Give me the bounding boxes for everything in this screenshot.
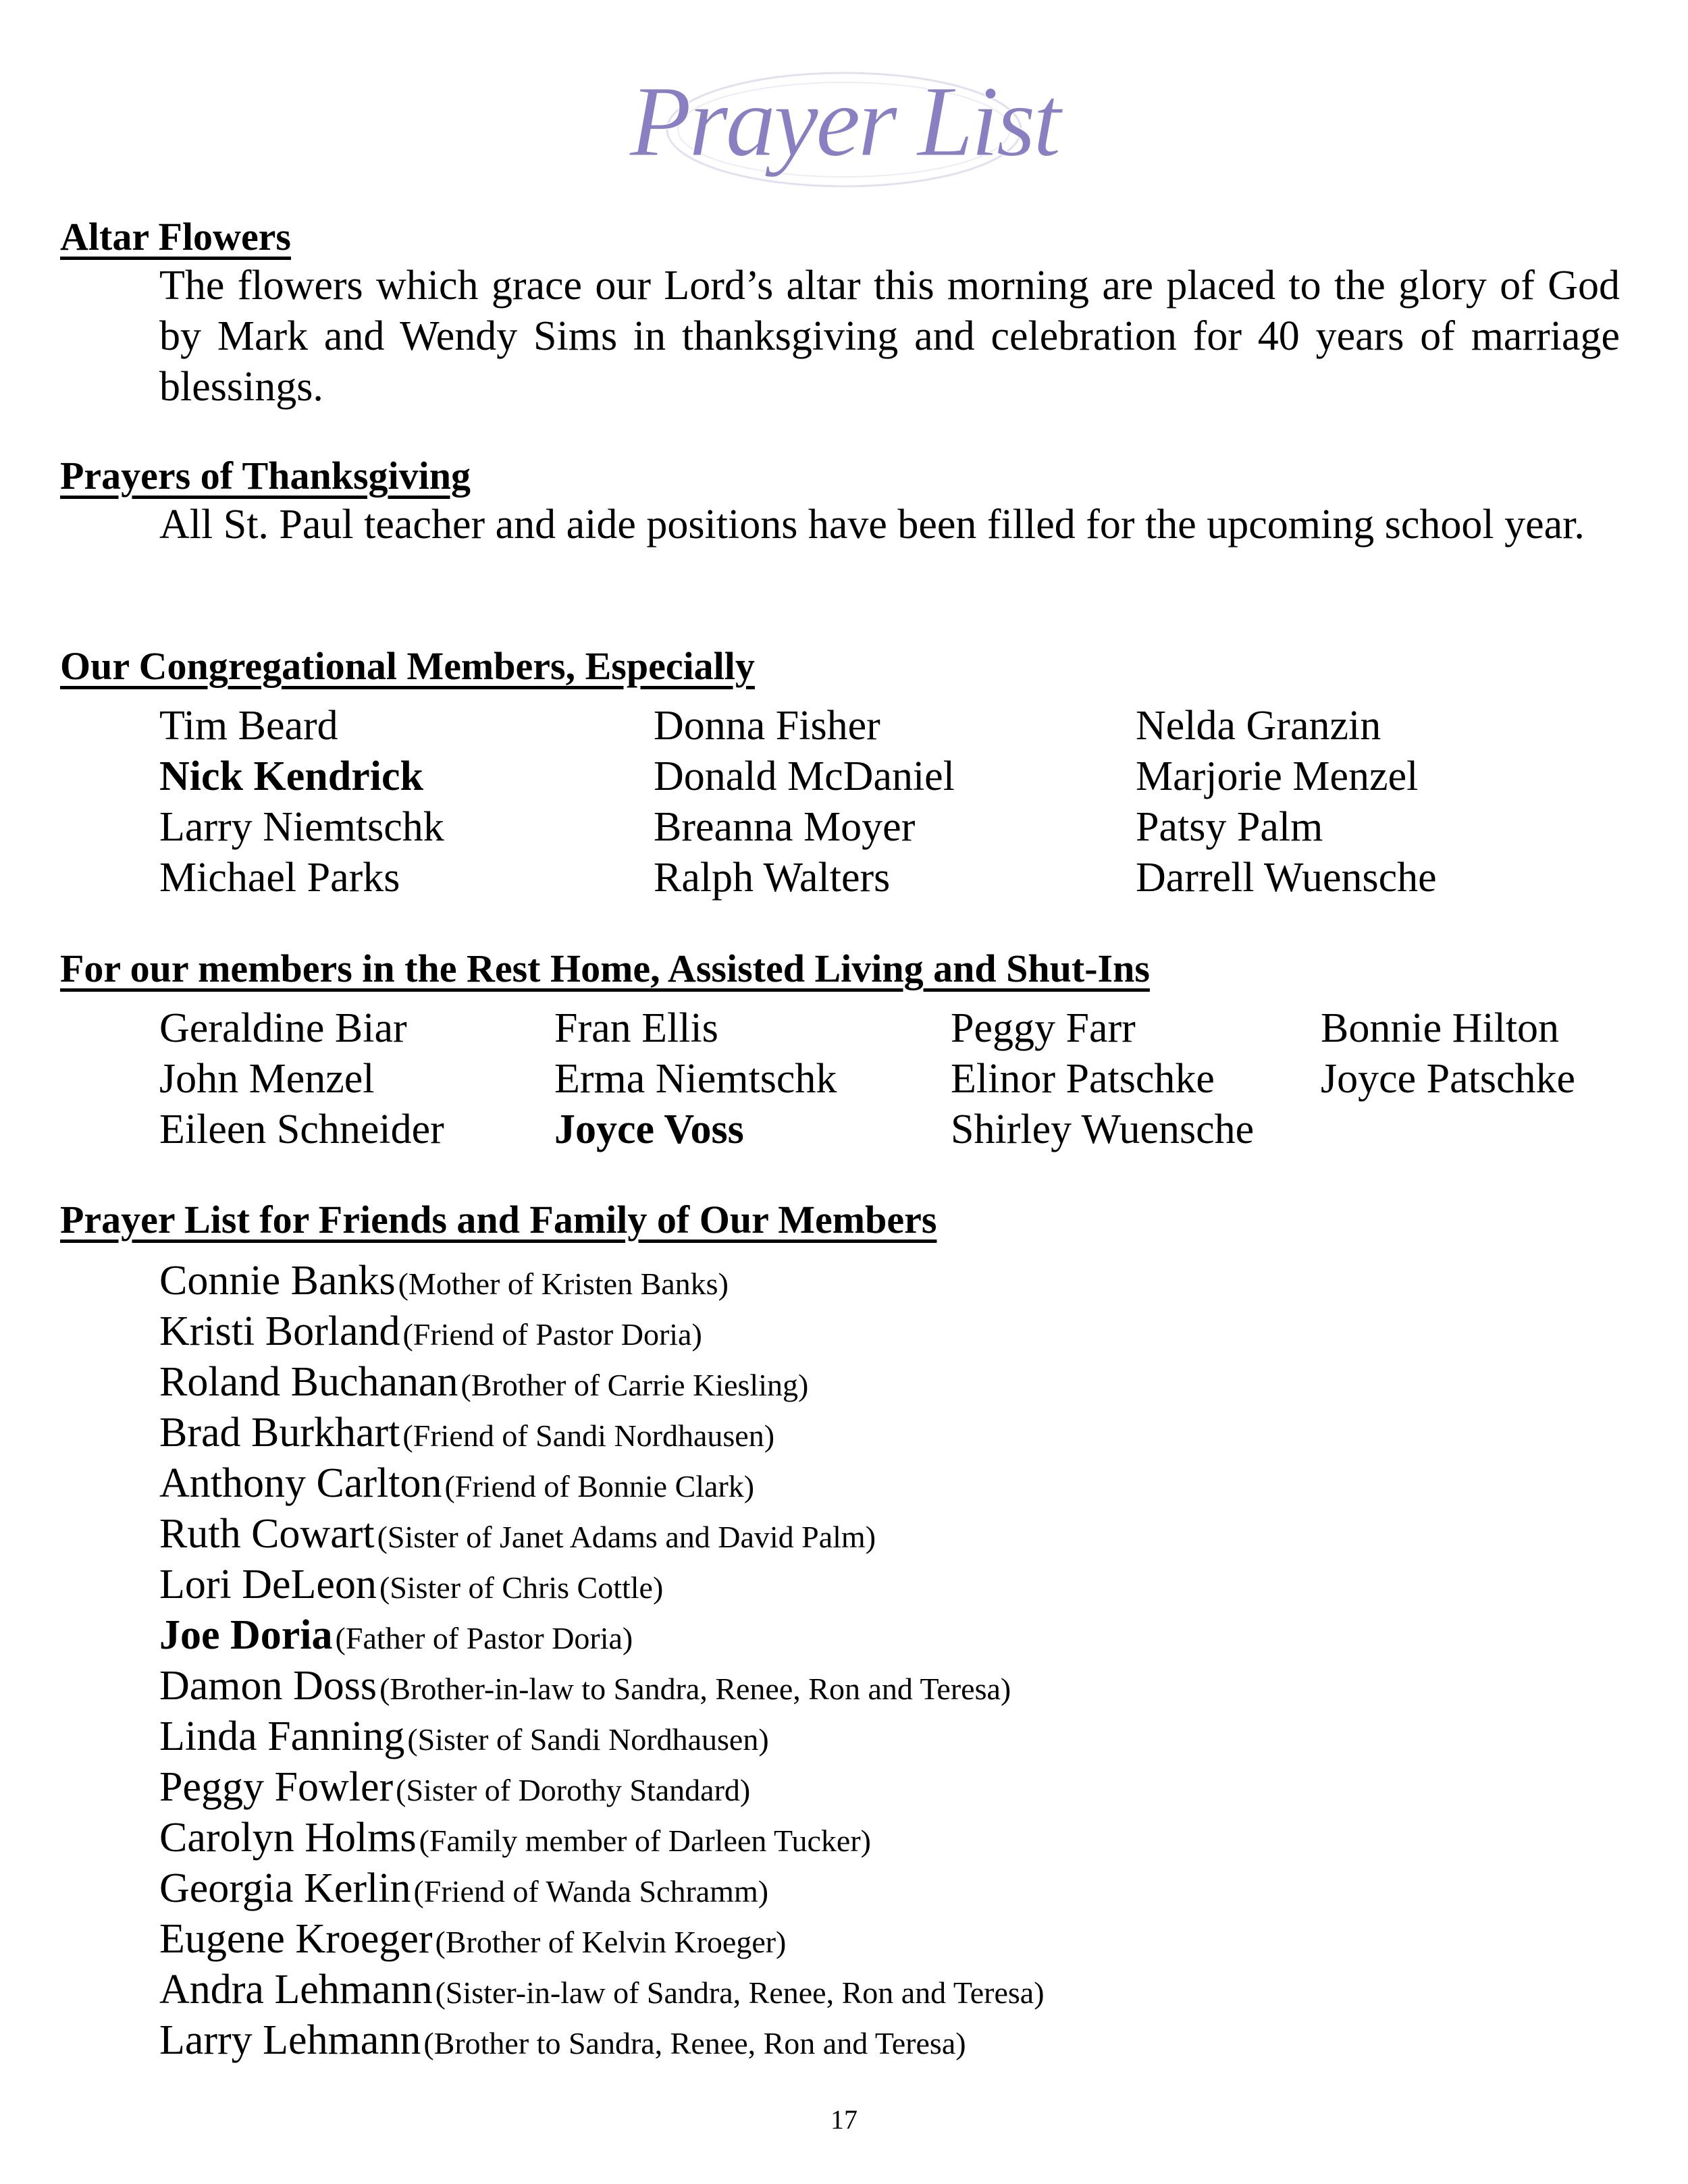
friend-name: Peggy Fowler [159,1764,394,1810]
friend-relation: (Family member of Darleen Tucker) [419,1823,871,1858]
friend-name: Connie Banks [159,1258,396,1304]
member-name: Donna Fisher [654,703,880,749]
member-name: Nick Kendrick [159,753,423,799]
friend-relation: (Father of Pastor Doria) [335,1621,633,1655]
rest-home-name: Joyce Patschke [1321,1056,1576,1102]
friend-name: Joe Doria [159,1612,333,1658]
member-name: Breanna Moyer [654,804,916,850]
altar-flowers-text: The flowers which grace our Lord’s altar this morning are placed to the glory of God by Mark and Wendy Sims in thanksgiving and celebration for 40 years of marriage blessings. [159,263,1620,410]
friend-relation: (Friend of Bonnie Clark) [444,1469,755,1503]
friend-name: Lori DeLeon [159,1562,377,1607]
rest-home-name: John Menzel [159,1056,375,1102]
friend-name: Georgia Kerlin [159,1865,411,1911]
friend-name: Eugene Kroeger [159,1916,433,1962]
thanksgiving-text: All St. Paul teacher and aide positions have been filled for the upcoming school year. [159,502,1585,548]
rest-home-heading: For our members in the Rest Home, Assisted Living and Shut-Ins [60,947,1150,990]
thanksgiving-heading: Prayers of Thanksgiving [60,454,471,498]
rest-home-name: Geraldine Biar [159,1005,407,1051]
friend-relation: (Friend of Wanda Schramm) [413,1874,769,1909]
friend-name: Brad Burkhart [159,1410,400,1456]
member-name: Patsy Palm [1136,804,1323,850]
friend-relation: (Friend of Sandi Nordhausen) [402,1418,775,1453]
rest-home-name: Bonnie Hilton [1321,1005,1560,1051]
friend-relation: (Mother of Kristen Banks) [398,1267,729,1301]
friend-relation: (Brother to Sandra, Renee, Ron and Teresa) [423,2026,966,2060]
friend-relation: (Brother of Carrie Kiesling) [460,1368,809,1402]
logo-text: Prayer List [629,65,1059,178]
friend-name: Ruth Cowart [159,1511,375,1557]
rest-home-name: Peggy Farr [951,1005,1136,1051]
member-name: Nelda Granzin [1136,703,1381,749]
friends-family-heading: Prayer List for Friends and Family of Our Members [60,1198,937,1242]
member-name: Marjorie Menzel [1136,753,1419,799]
member-name: Ralph Walters [654,855,891,901]
friend-name: Andra Lehmann [159,1967,433,2013]
congregational-heading: Our Congregational Members, Especially [60,644,755,688]
member-name: Donald McDaniel [654,753,955,799]
friend-relation: (Brother of Kelvin Kroeger) [435,1925,787,1959]
friend-name: Larry Lehmann [159,2017,421,2063]
member-name: Larry Niemtschk [159,804,444,850]
rest-home-name: Joyce Voss [554,1107,744,1152]
page-number: 17 [830,2104,858,2135]
friend-relation: (Friend of Pastor Doria) [402,1317,702,1352]
friend-relation: (Sister of Dorothy Standard) [396,1773,751,1807]
member-name: Michael Parks [159,855,400,901]
friend-name: Carolyn Holms [159,1815,417,1861]
rest-home-name: Erma Niemtschk [554,1056,837,1102]
friend-relation: (Sister-in-law of Sandra, Renee, Ron and Teresa) [435,1975,1045,2010]
friend-name: Anthony Carlton [159,1460,442,1506]
rest-home-name: Eileen Schneider [159,1107,444,1152]
friend-relation: (Sister of Janet Adams and David Palm) [377,1520,876,1554]
friend-relation: (Brother-in-law to Sandra, Renee, Ron and Teresa) [379,1672,1011,1706]
friend-relation: (Sister of Chris Cottle) [379,1570,664,1605]
friend-entry [159,2015,966,2076]
friend-name: Kristi Borland [159,1308,400,1354]
rest-home-name: Shirley Wuensche [951,1107,1255,1152]
friend-name: Roland Buchanan [159,1359,458,1405]
friend-relation: (Sister of Sandi Nordhausen) [407,1722,769,1757]
rest-home-name: Fran Ellis [554,1005,718,1051]
friend-name: Linda Fanning [159,1713,405,1759]
member-name: Tim Beard [159,703,338,749]
altar-flowers-heading: Altar Flowers [60,215,291,259]
rest-home-name: Elinor Patschke [951,1056,1215,1102]
friend-name: Damon Doss [159,1663,377,1709]
member-name: Darrell Wuensche [1136,855,1437,901]
prayer-list-logo [629,54,1059,209]
